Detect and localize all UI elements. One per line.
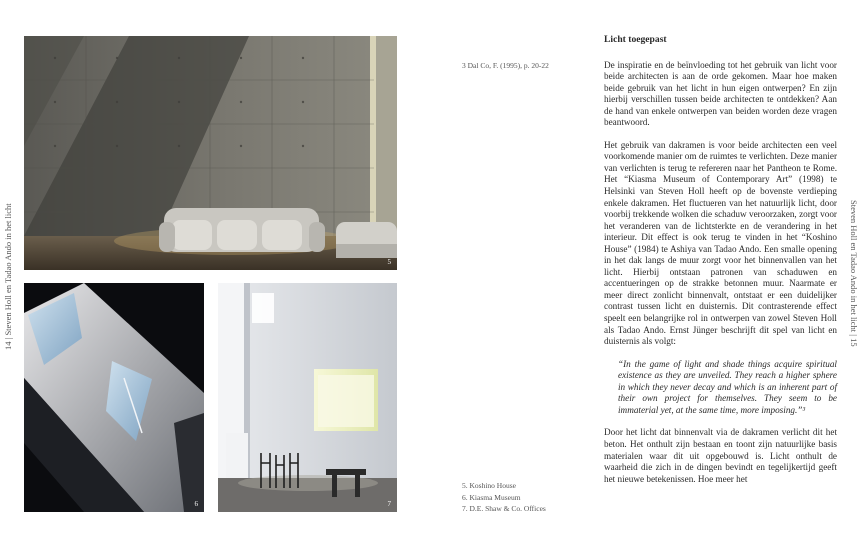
photo-number-7: 7 — [387, 500, 391, 508]
left-page-running-header — [0, 190, 16, 350]
sofa-shape — [159, 208, 325, 252]
article-paragraph-3: Door het licht dat binnenvalt via de dakramen verlicht dit het beton. Het onthult zijn bestaan en toont zijn natuurlijke basis materialen waar dit uit opgebouwd is. Licht onthult de waarheid die zich in de dingen bevindt en tegelijkertijd geeft het nieuwe betekenissen. Hoe meer het — [604, 427, 837, 484]
article-paragraph-1: De inspiratie en de beïnvloeding tot het gebruik van licht voor beide architecten is aan de orde gekomen. Maar hoe maken beide gebruik van het licht in hun eigen ontwerpen? En zijn hierbij verschillen tussen beide architecten te ontdekken? Aan de hand van enkele ontwerpen van beiden worden deze vragen beantwoord. — [604, 59, 837, 128]
koshino-house-image — [24, 36, 397, 270]
section-heading: Licht toegepast — [604, 34, 667, 45]
left-running-header-text: 14 | Steven Holl en Tadao Ando in het licht — [3, 203, 13, 350]
kiasma-museum-image — [24, 283, 204, 512]
photo-kiasma-museum — [24, 283, 204, 512]
caption-koshino-house: 5. Koshino House — [462, 481, 516, 490]
article-column — [604, 34, 837, 496]
right-running-header-text: Steven Holl en Tadao Ando in het licht | 15 — [849, 200, 859, 347]
photo-number-5: 5 — [387, 258, 391, 266]
caption-kiasma-museum: 6. Kiasma Museum — [462, 492, 521, 502]
quote-ernst-junger: “In the game of light and shade things acquire spiritual existence as they are unveiled. They reach a higher sphere in which they never decay and which is an inherent part of their own project for themselves. They seem to be immaterial yet, at the same time, more imposing.”³ — [618, 358, 837, 415]
article-paragraph-2: Het gebruik van dakramen is voor beide architecten een veel voorkomende manier om de ruimtes te verlichten. Deze manier van verlichten is terug te refereren naar het Pantheon te Rome. Het “Kiasma Museum of Contemporary Art” (1998) te Helsinki van Steven Holl heeft op de bovenste verdieping enkele dakramen. Het fluctueren van het natuurlijk licht, door voorbij trekkende wolken die schaduw veroorzaken, zorgt voor het veranderen van de lichtsterkte en de verandering in het interieur. Dit effect is ook terug te vinden in het “Koshino House” (1984) te Ashiya van Tadao Ando. Een smalle opening in het dak langs de muur zorgt voor het binnenvallen van het licht. Hierbij ontstaan patronen van schaduwen en accentueringen op de strakke betonnen muur. Naarmate er meer direct zonlicht binnenvalt, ontstaat er een duidelijker contrast tussen licht en duisternis. Dit contrasterende effect speelt een belangrijke rol in ontwerpen van zowel Steven Holl als Tadao Ando. Ernst Jünger beschrijft dit spel van licht en duisternis als volgt: — [604, 139, 837, 347]
photo-captions — [462, 480, 582, 515]
photo-number-6: 6 — [194, 500, 198, 508]
photo-koshino-house — [24, 36, 397, 270]
caption-de-shaw-offices: 7. D.E. Shaw & Co. Offices — [462, 504, 546, 513]
photo-de-shaw-offices — [218, 283, 397, 512]
right-page-running-header — [844, 200, 860, 347]
de-shaw-offices-image — [218, 283, 397, 512]
footnote: 3 Dal Co, F. (1995), p. 20-22 — [462, 61, 549, 70]
